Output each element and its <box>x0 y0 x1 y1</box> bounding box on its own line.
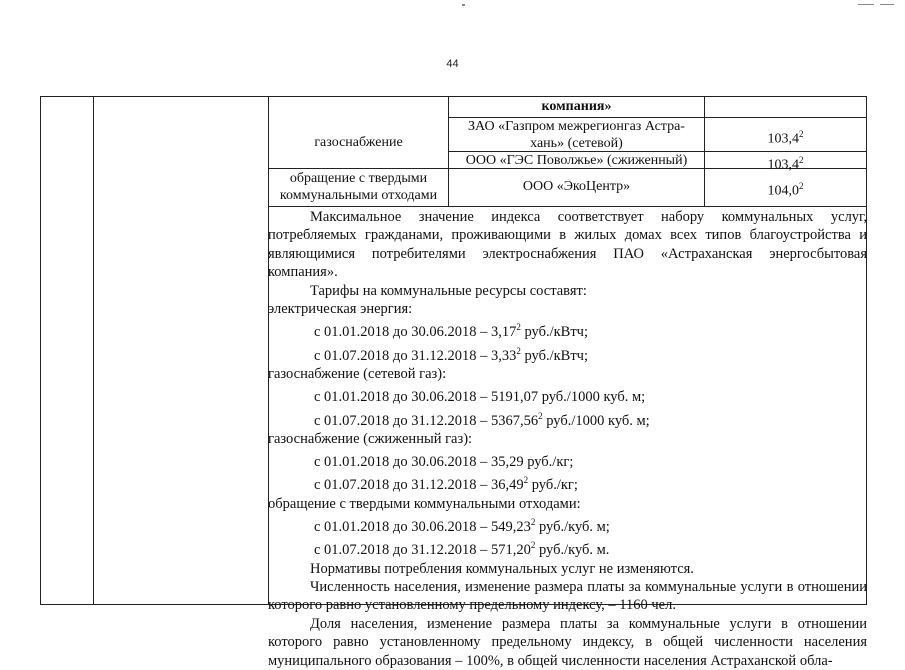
tariff-line: с 01.07.2018 до 31.12.2018 – 571,20$^2$ руб./куб. м. <box>314 540 610 559</box>
tariff-line: с 01.07.2018 до 31.12.2018 – 5367,56$^2$ руб./1000 куб. м; <box>314 410 650 429</box>
tariff-group-title: газоснабжение (сжиженный газ): <box>268 430 473 447</box>
footnote-mark: 2 <box>799 181 804 191</box>
tariff-line: с 01.01.2018 до 30.06.2018 – 5191,07 руб./1000 куб. м; <box>314 389 646 406</box>
index-gazprom: 103,4$^2$ <box>767 129 804 147</box>
service-waste <box>269 170 448 204</box>
page-number: 44 <box>446 58 459 70</box>
footnote-mark: 2 <box>799 129 804 139</box>
tariff-group-title: обращение с твердыми коммунальными отходами: <box>268 495 581 512</box>
paragraph-max-index: Максимальное значение индекса соответствует набору коммунальных услуг, потребляемых гражданами, проживающими в жилых домах всех типов благоустройства и являющимися потребителями электроснабжения ПАО «Астраханская энергосбытовая компания». <box>268 209 867 281</box>
provider-ekocentr: ООО «ЭкоЦентр» <box>522 179 631 194</box>
provider-gazprom <box>449 118 704 152</box>
tariff-line: с 01.07.2018 до 31.12.2018 – 3,33$^2$ руб./кВтч; <box>314 345 588 364</box>
index-ges-povolzhye: 103,4$^2$ <box>767 155 804 173</box>
service-waste-line1: обращение с твердыми <box>289 171 428 186</box>
tariff-group-title: газоснабжение (сетевой газ): <box>268 365 447 382</box>
index-ekocentr: 104,0$^2$ <box>767 181 804 199</box>
tariff-line: с 01.01.2018 до 30.06.2018 – 35,29 руб./кг; <box>314 454 574 471</box>
provider-gazprom-line2: хань» (сетевой) <box>530 136 623 151</box>
provider-gazprom-line1: ЗАО «Газпром межрегионгаз Астра- <box>468 119 685 134</box>
footnote-mark: 2 <box>799 155 804 165</box>
service-gas: газоснабжение <box>314 135 403 150</box>
tariff-line: с 01.01.2018 до 30.06.2018 – 3,17$^2$ руб./кВтч; <box>314 322 588 341</box>
service-waste-line2: коммунальными отходами <box>279 188 438 203</box>
provider-ges-povolzhye: ООО «ГЭС Поволжье» (сжиженный) <box>465 153 688 168</box>
text-block <box>268 208 867 670</box>
paragraph-population-share: Доля населения, изменение размера платы за коммунальные услуги в отношении которого равно установленному предельному индексу, в общей численности населения муниципального образования – 100%, в общей численности населения Астраханской обла- <box>268 615 867 669</box>
tariff-line: с 01.07.2018 до 31.12.2018 – 36,49$^2$ руб./кг; <box>314 475 578 494</box>
paragraph-norms: Нормативы потребления коммунальных услуг не изменяются. <box>310 560 694 577</box>
paragraph-tariffs-intro: Тарифы на коммунальные ресурсы составят: <box>310 282 587 299</box>
company-name-tail: компания» <box>541 99 612 114</box>
tariff-line: с 01.01.2018 до 30.06.2018 – 549,23$^2$ руб./куб. м; <box>314 517 610 535</box>
paragraph-population: Численность населения, изменение размера платы за коммунальные услуги в отношении которого равно установленному предельному индексу, – 1160 чел. <box>268 578 867 614</box>
tariff-group-title: электрическая энергия: <box>268 301 413 318</box>
